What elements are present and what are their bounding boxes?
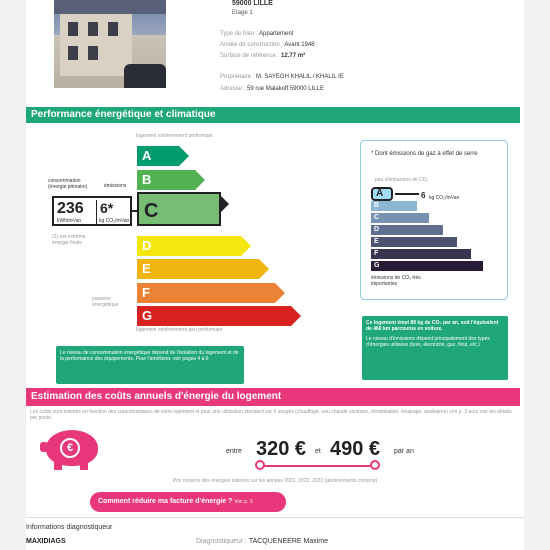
cost-range-min-dot	[255, 460, 265, 470]
energy-connector	[132, 210, 138, 212]
energy-class-a: A	[137, 146, 179, 166]
cost-footnote: Prix moyens des énergies indexés sur les années 2021, 2022, 2023 (abonnements compris)	[172, 478, 378, 484]
ges-equivalent: Ce logement émet 89 kg de CO₂ par an, soit l'équivalent de 460 km parcourus en voiture.	[366, 320, 499, 332]
energy-class-c: C	[137, 192, 221, 226]
ges-class-b: B	[371, 201, 417, 211]
energy-note-right	[362, 316, 508, 380]
address-row: Adresse : 59 rue Malakoff 59000 LILLE	[220, 86, 324, 92]
bottom-caption: logement extrêmement peu performant	[136, 327, 223, 333]
conso-unit: kWh/m²/an	[57, 218, 82, 224]
property-city: 59000 LILLE	[232, 0, 273, 7]
cost-and: et	[315, 448, 321, 455]
ges-class-g: G	[371, 261, 483, 271]
ges-class-c: C	[371, 213, 429, 223]
diagnostician-row: Diagnostiqueur : TACQUENEERE Maxime	[196, 538, 329, 545]
cost-min: 320 €	[256, 438, 307, 460]
energy-class-f: F	[137, 283, 275, 303]
cost-range-bar	[260, 465, 374, 467]
energy-class-e: E	[137, 259, 259, 279]
diagnostician-company: MAXIDIAGS	[26, 538, 66, 545]
ges-class-e: E	[371, 237, 457, 247]
ges-value: 6	[421, 191, 426, 200]
emissions-label: émissions	[104, 183, 127, 189]
ges-class-a: A	[371, 187, 393, 201]
energy-class-d: D	[137, 236, 241, 256]
reduce-bill-button[interactable]: Comment réduire ma facture d'énergie ? Voir p. 3	[90, 492, 286, 512]
cost-between: entre	[226, 448, 242, 455]
piggy-bank-icon: €	[46, 430, 98, 466]
ges-unit: kg CO₂/m²/an	[429, 195, 460, 201]
conso-value: 236	[57, 200, 84, 217]
ges-explain: Le niveau d'émissions dépend principalement des types d'énergies utilisées (bois, électricité, gaz, fioul, etc.)	[366, 336, 490, 348]
type-row: Type de bien : Appartement	[220, 31, 294, 37]
cost-section-title: Estimation des coûts annuels d'énergie du logement	[26, 388, 520, 406]
ges-caption-bottom: émissions de CO₂ très importantes	[371, 275, 421, 287]
property-floor: Etage 1	[232, 10, 253, 16]
left-hint-top: (2) est extrême énergie finale	[52, 234, 86, 246]
ges-class-d: D	[371, 225, 443, 235]
surface-row: Surface de référence : 12.77 m²	[220, 53, 306, 59]
energy-class-g: G	[137, 306, 291, 326]
year-row: Année de construction : Avant 1948	[220, 42, 315, 48]
energy-section-title: Performance énergétique et climatique	[26, 107, 520, 123]
ges-note: * Dont émissions de gaz à effet de serre	[371, 151, 478, 157]
emissions-value: 6*	[100, 200, 114, 216]
cost-max: 490 €	[330, 438, 381, 460]
top-caption: logement extrêmement performant	[136, 133, 213, 139]
property-photo	[54, 0, 166, 88]
ges-class-f: F	[371, 249, 471, 259]
ges-box	[360, 140, 508, 300]
passoire-hint: passoire énergétique	[92, 296, 119, 308]
energy-note-left: Le niveau de consommation énergétique dépend de l'isolation du logement et de la performance des équipements. Pour l'améliorer, voir pages 4 à 6	[56, 346, 244, 384]
conso-label: consommation (énergie primaire)	[48, 178, 88, 190]
cost-per-year: par an	[394, 448, 414, 455]
ges-caption-top: peu d'émissions de CO₂	[375, 177, 429, 183]
energy-class-b: B	[137, 170, 195, 190]
energy-values-box	[52, 196, 132, 226]
emissions-unit: kg CO₂/m²/an	[99, 218, 130, 224]
cost-intro: Les coûts sont estimés en fonction des caractéristiques de votre logement et pour une utilisation standard sur 5 usages (chauffage, eau chaude sanitaire, climatisation, éclairage, auxiliaires) voir p. 3 pour voir les détails par poste.	[30, 409, 512, 421]
diagnostician-title: Informations diagnostiqueur	[26, 524, 113, 531]
cost-range-max-dot	[370, 460, 380, 470]
ges-pointer	[395, 193, 419, 195]
diagnostician-section	[26, 517, 524, 550]
owner-row: Propriétaire : M. SAYEGH KHALIL / KHALIL IE	[220, 74, 344, 80]
